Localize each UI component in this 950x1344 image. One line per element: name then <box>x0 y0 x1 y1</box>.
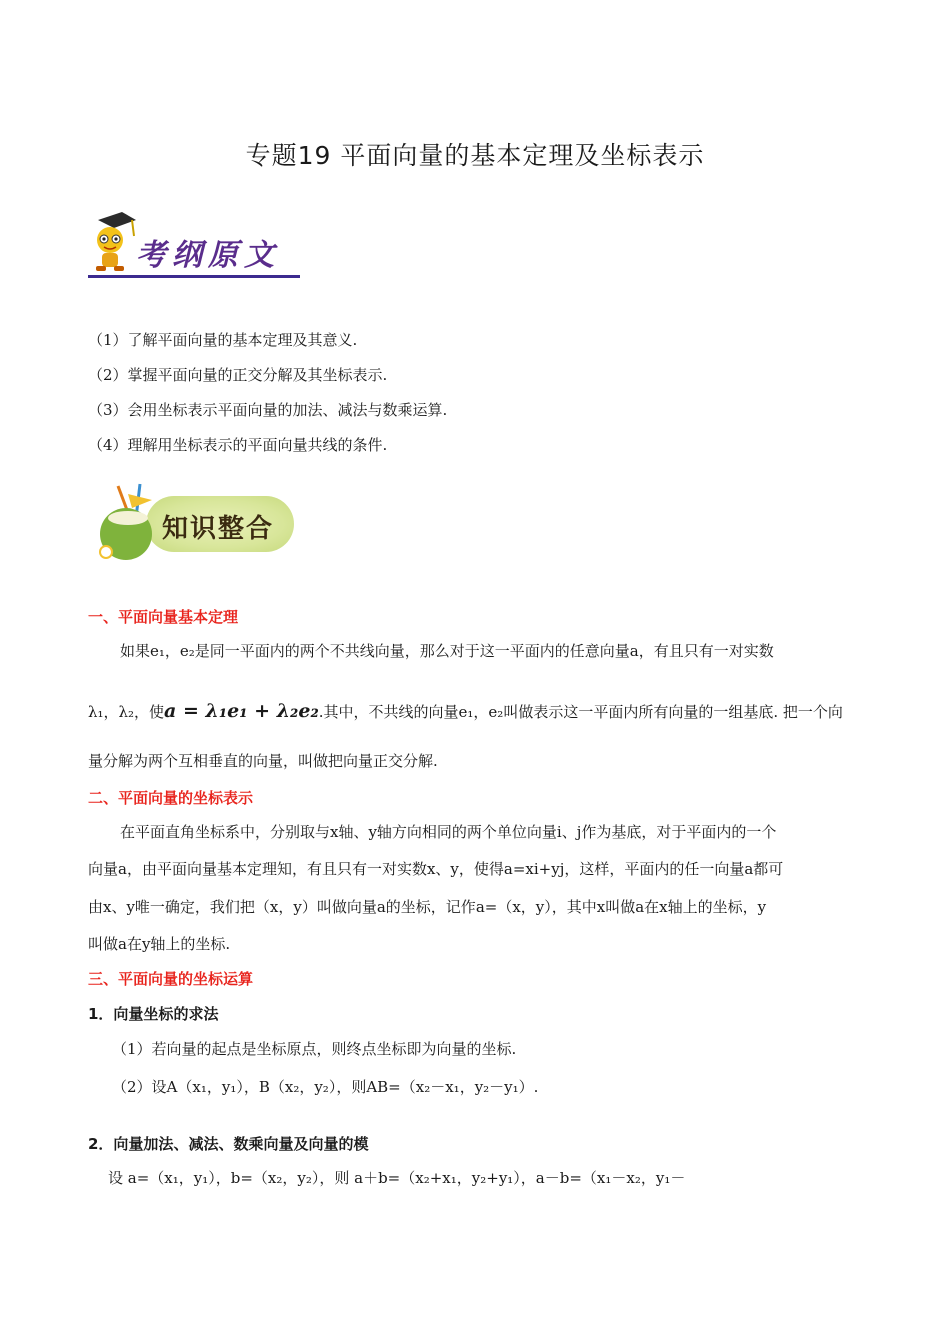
s2-para-line4: 叫做a在y轴上的坐标. <box>88 935 231 953</box>
objective-1: （1）了解平面向量的基本定理及其意义. <box>88 331 358 349</box>
s2-para-line1: 在平面直角坐标系中，分别取与x轴、y轴方向相同的两个单位向量i、j作为基底，对于平面内的一个 <box>120 823 777 841</box>
scholar-mascot-icon <box>88 210 138 276</box>
s2-para-line3: 由x、y唯一确定，我们把（x，y）叫做向量a的坐标，记作a=（x，y），其中x叫做a在x轴上的坐标，y <box>88 898 767 916</box>
syllabus-banner <box>88 210 303 278</box>
subheading-1: 1．向量坐标的求法 <box>88 1005 219 1023</box>
banner-underline <box>88 275 300 278</box>
objective-2: （2）掌握平面向量的正交分解及其坐标表示. <box>88 366 388 384</box>
objective-4: （4）理解用坐标表示的平面向量共线的条件. <box>88 436 388 454</box>
syllabus-banner-label: 考纲原文 <box>136 238 280 273</box>
basis-formula: a = λ₁e₁ + λ₂e₂ <box>164 700 319 722</box>
s3-item-1: （1）若向量的起点是坐标原点，则终点坐标即为向量的坐标. <box>112 1040 517 1058</box>
s1-para-line1: 如果e₁，e₂是同一平面内的两个不共线向量，那么对于这一平面内的任意向量a，有且只有一对实数 <box>120 642 774 660</box>
knowledge-banner-label: 知识整合 <box>162 514 275 544</box>
knowledge-banner <box>88 482 303 564</box>
s2-para-line2: 向量a，由平面向量基本定理知，有且只有一对实数x、y，使得a=xi+yj，这样，平面内的任一向量a都可 <box>88 860 784 878</box>
objective-3: （3）会用坐标表示平面向量的加法、减法与数乘运算. <box>88 401 448 419</box>
s3-item-3: 设 a=（x₁，y₁），b=（x₂，y₂），则 a＋b=（x₂+x₁，y₂+y₁），a－b=（x₁－x₂，y₁－ <box>108 1169 686 1187</box>
s1-para-line2 <box>88 700 864 722</box>
coconut-drink-icon <box>88 482 168 564</box>
s1-para-line2-rest: .其中，不共线的向量e₁，e₂叫做表示这一平面内所有向量的一组基底. 把一个向 <box>318 703 843 721</box>
section-1-heading: 一、平面向量基本定理 <box>88 608 239 626</box>
lambda-text: λ₁，λ₂，使 <box>88 703 165 721</box>
s3-item-2: （2）设A（x₁，y₁），B（x₂，y₂），则AB=（x₂－x₁，y₂－y₁）. <box>112 1078 539 1096</box>
s1-para-line3: 量分解为两个互相垂直的向量，叫做把向量正交分解. <box>88 752 438 770</box>
page-title: 专题19 平面向量的基本定理及坐标表示 <box>245 141 705 170</box>
subheading-2: 2．向量加法、减法、数乘向量及向量的模 <box>88 1135 369 1153</box>
section-3-heading: 三、平面向量的坐标运算 <box>88 970 254 988</box>
section-2-heading: 二、平面向量的坐标表示 <box>88 789 254 807</box>
